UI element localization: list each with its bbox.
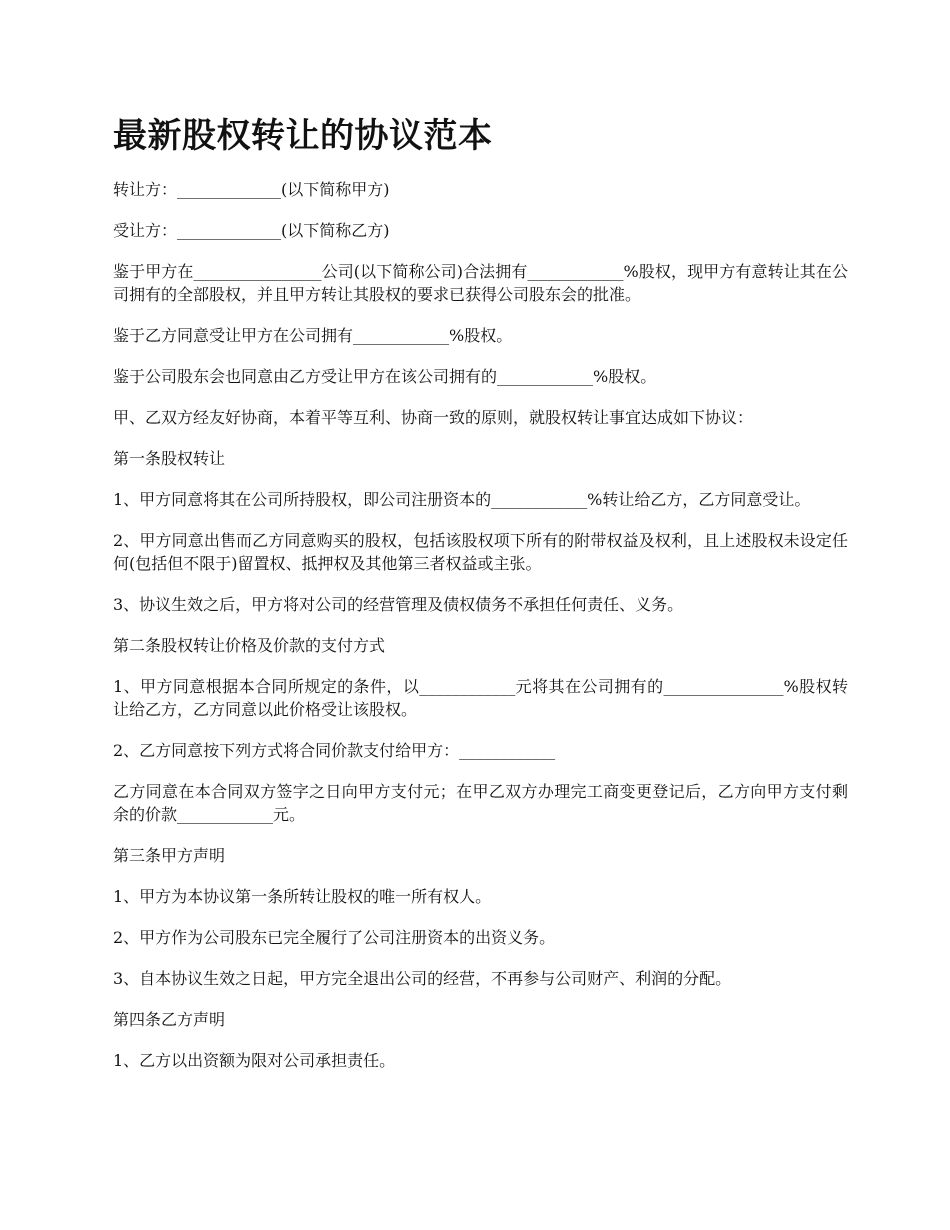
clause-paragraph: 2、甲方同意出售而乙方同意购买的股权，包括该股权项下所有的附带权益及权利，且上述股权未设定任何(包括但不限于)留置权、抵押权及其他第三者权益或主张。 xyxy=(113,531,848,573)
clause-paragraph: 1、甲方同意根据本合同所规定的条件，以____________元将其在公司拥有的_______________%股权转让给乙方，乙方同意以此价格受让该股权。 xyxy=(113,677,848,719)
article-heading: 第三条甲方声明 xyxy=(113,846,226,865)
clause-paragraph: 3、自本协议生效之日起，甲方完全退出公司的经营，不再参与公司财产、利润的分配。 xyxy=(113,969,732,988)
agreement-intro: 甲、乙双方经友好协商，本着平等互利、协商一致的原则，就股权转让事宜达成如下协议： xyxy=(113,408,754,427)
clause-paragraph: 2、甲方作为公司股东已完全履行了公司注册资本的出资义务。 xyxy=(113,928,556,947)
document-page xyxy=(113,112,848,1090)
clause-paragraph: 1、乙方以出资额为限对公司承担责任。 xyxy=(113,1051,396,1070)
clause-paragraph: 3、协议生效之后，甲方将对公司的经营管理及债权债务不承担任何责任、义务。 xyxy=(113,595,684,614)
clause-paragraph: 1、甲方同意将其在公司所持股权，即公司注册资本的____________%转让给乙方，乙方同意受让。 xyxy=(113,490,811,509)
recital-paragraph: 鉴于公司股东会也同意由乙方受让甲方在该公司拥有的____________%股权。 xyxy=(113,367,657,386)
clause-paragraph: 1、甲方为本协议第一条所转让股权的唯一所有权人。 xyxy=(113,887,492,906)
clause-paragraph: 乙方同意在本合同双方签字之日向甲方支付元；在甲乙双方办理完工商变更登记后，乙方向甲方支付剩余的价款____________元。 xyxy=(113,782,848,824)
transferee-line: 受让方：_____________(以下简称乙方) xyxy=(113,221,390,240)
document-title: 最新股权转让的协议范本 xyxy=(113,116,493,156)
article-heading: 第二条股权转让价格及价款的支付方式 xyxy=(113,636,386,655)
clause-paragraph: 2、乙方同意按下列方式将合同价款支付给甲方：____________ xyxy=(113,741,556,760)
article-heading: 第四条乙方声明 xyxy=(113,1010,226,1029)
recital-paragraph: 鉴于乙方同意受让甲方在公司拥有____________%股权。 xyxy=(113,326,513,345)
recital-paragraph: 鉴于甲方在________________公司(以下简称公司)合法拥有____________%股权，现甲方有意转让其在公司拥有的全部股权，并且甲方转让其股权的要求已获得公司股东会的批准。 xyxy=(113,262,848,304)
transferor-line: 转让方：_____________(以下简称甲方) xyxy=(113,180,390,199)
article-heading: 第一条股权转让 xyxy=(113,449,226,468)
